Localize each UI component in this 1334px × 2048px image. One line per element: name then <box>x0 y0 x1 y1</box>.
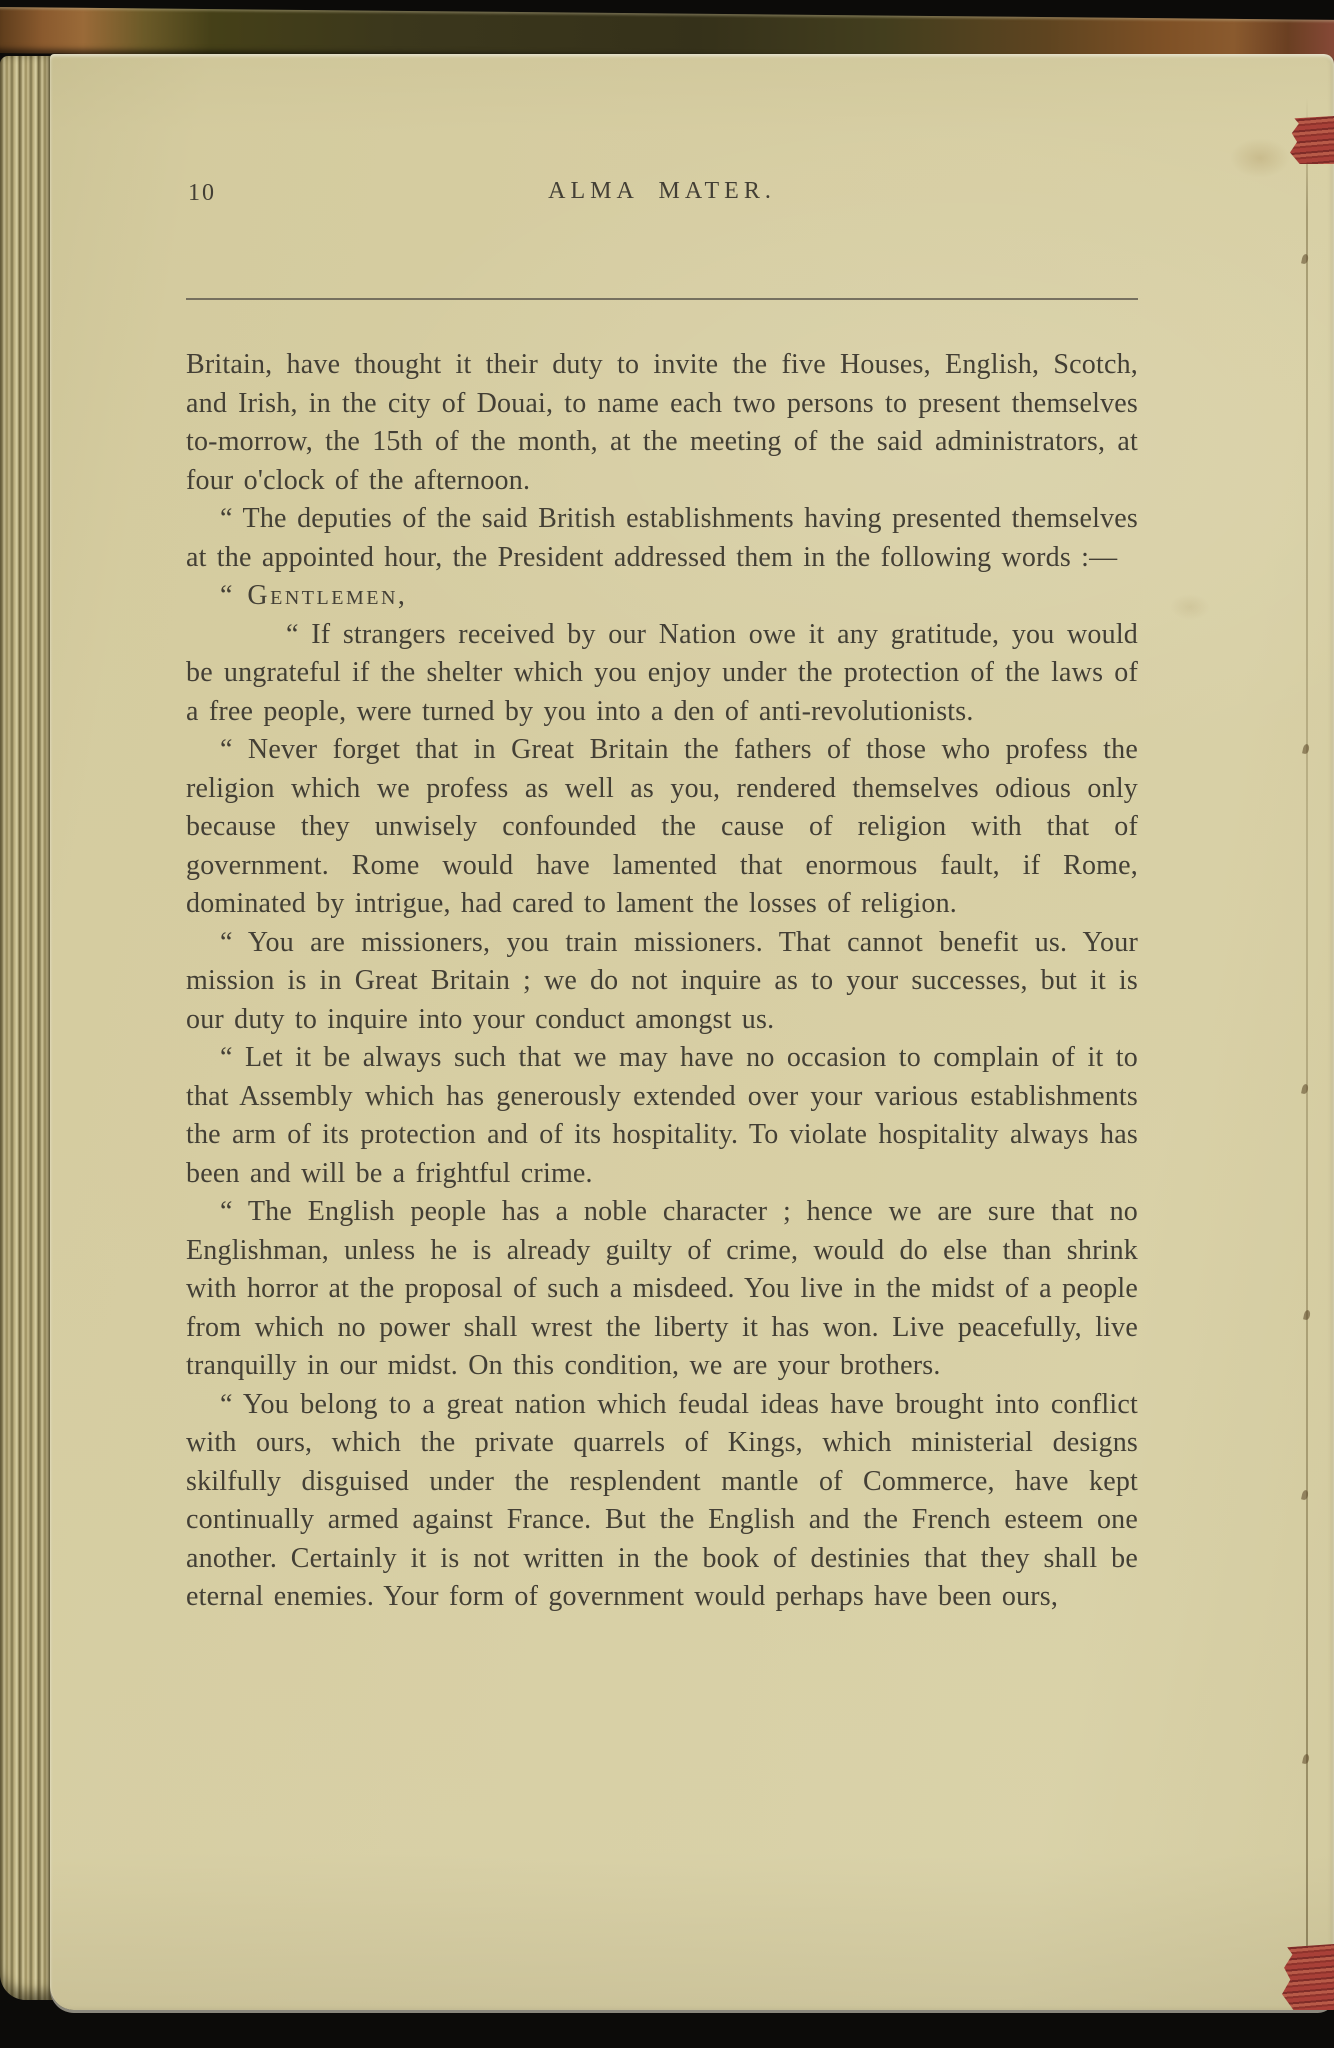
paragraph: “ The English people has a noble character ; hence we are sure that no Englishman, unless he is already guilty of crime, would do else than shrink with horror at the proposal of such a misdeed. You live in the midst of a people from which no power shall wrest the liberty it has won. Live peacefully, live tranquilly in our midst. On this condition, we are your brothers. <box>186 1196 1138 1381</box>
body-text <box>186 346 1138 1617</box>
paragraph: “ You belong to a great nation which feudal ideas have brought into conflict with ours, which the private quarrels of Kings, which ministerial designs skilfully disguised under the resplendent mantle of Commerce, have kept continually armed against France. But the English and the French esteem one another. Certainly it is not written in the book of destinies that they shall be eternal enemies. Your form of government would perhaps have been ours, <box>186 1388 1138 1612</box>
edge-mark <box>1302 743 1310 754</box>
paragraph: “ You are missioners, you train missioners. That cannot benefit us. Your mission is in Great Britain ; we do not inquire as to your successes, but it is our duty to inquire into your conduct amongst us. <box>186 926 1138 1035</box>
edge-mark <box>1302 1753 1310 1764</box>
page-number: 10 <box>188 180 216 206</box>
edge-mark <box>1303 1309 1311 1320</box>
page-stack-left-edge <box>0 56 54 2000</box>
paragraph-salutation: “ Gentlemen, <box>220 580 408 611</box>
page-edge-crease <box>1306 98 1308 2010</box>
page-stain <box>1170 594 1210 620</box>
page-stain <box>1230 138 1290 178</box>
paragraph: “ The deputies of the said British establishments having presented themselves at the appointed hour, the President addressed them in the following words :— <box>186 503 1138 573</box>
paragraph: Britain, have thought it their duty to invite the five Houses, English, Scotch, and Irish, in the city of Douai, to name each two persons to present themselves to-morrow, the 15th of the month, at the meeting of the said administrators, at four o'clock of the afternoon. <box>186 349 1138 496</box>
paragraph: “ Never forget that in Great Britain the fathers of those who profess the religion which we profess as well as you, rendered themselves odious only because they unwisely confounded the cause of religion with that of government. Rome would have lamented that enormous fault, if Rome, dominated by intrigue, had cared to lament the losses of religion. <box>186 734 1138 919</box>
header-rule <box>186 298 1138 300</box>
paragraph: “ Let it be always such that we may have no occasion to complain of it to that Assembly which has generously extended over your various establishments the arm of its protection and of its hospitality. To violate hospitality always has been and will be a frightful crime. <box>186 1042 1138 1189</box>
book-page <box>50 54 1334 2010</box>
paragraph: “ If strangers received by our Nation owe it any gratitude, you would be ungrateful if the shelter which you enjoy under the protection of the laws of a free people, were turned by you into a den of anti-revolutionists. <box>186 618 1138 727</box>
running-title: ALMA MATER. <box>548 178 776 204</box>
page-header <box>186 178 1138 218</box>
text-block <box>186 168 1138 1617</box>
